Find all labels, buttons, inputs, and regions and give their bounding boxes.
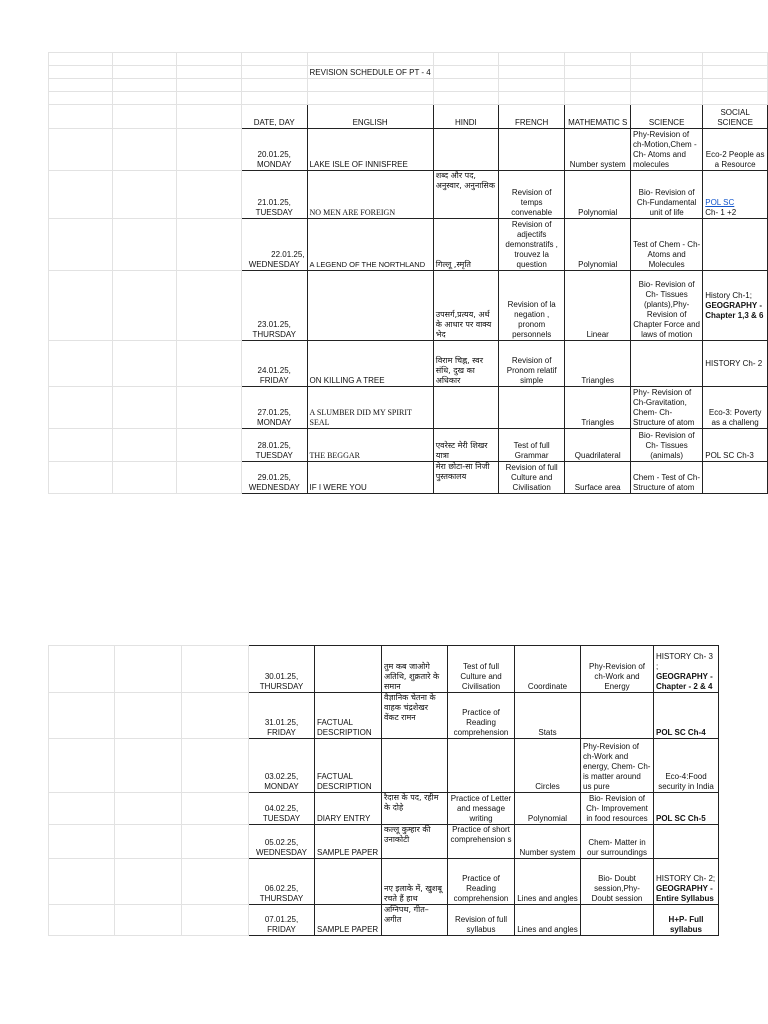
header-french: FRENCH bbox=[498, 105, 564, 129]
hindi-cell: कल्लू कुम्हार की उनाकोटी bbox=[382, 825, 448, 859]
empty-cell bbox=[631, 53, 703, 66]
hindi-cell: रैदास के पद, रहीम के दोहे bbox=[382, 793, 448, 825]
empty-cell bbox=[115, 739, 182, 793]
day-text: THURSDAY bbox=[259, 682, 304, 691]
date-cell bbox=[249, 859, 315, 905]
date-cell bbox=[249, 739, 315, 793]
hindi-cell: शब्द और पद, अनुस्वार, अनुनासिक bbox=[433, 171, 498, 219]
french-cell: Test of full Culture and Civilisation bbox=[448, 646, 515, 693]
hindi-cell: तुम कब जाओगे अतिथि, शुक्रतारे के समान bbox=[382, 646, 448, 693]
social-cell: Eco-4:Food security in India bbox=[654, 739, 719, 793]
social-cell: Eco-2 People as a Resource bbox=[703, 129, 768, 171]
science-cell: Phy-Revision of ch-Work and Energy bbox=[581, 646, 654, 693]
date-text: 22.01.25, bbox=[271, 250, 305, 259]
science-cell: Bio- Revision of Ch-Fundamental unit of life bbox=[631, 171, 703, 219]
date-cell bbox=[241, 462, 307, 494]
empty-cell bbox=[49, 105, 113, 129]
math-cell: Circles bbox=[515, 739, 581, 793]
english-cell: LAKE ISLE OF INNISFREE bbox=[307, 129, 433, 171]
day-text: WEDNESDAY bbox=[248, 260, 300, 269]
social-cell bbox=[654, 646, 719, 693]
empty-cell bbox=[112, 462, 177, 494]
english-cell bbox=[315, 859, 382, 905]
empty-cell bbox=[182, 793, 249, 825]
date-text: 30.01.25, bbox=[264, 672, 299, 681]
empty-cell bbox=[49, 219, 113, 271]
empty-cell bbox=[177, 79, 242, 92]
day-text: FRIDAY bbox=[259, 376, 289, 385]
empty-cell bbox=[49, 905, 115, 936]
empty-cell bbox=[177, 341, 242, 387]
social-cell bbox=[703, 271, 768, 341]
french-cell bbox=[498, 129, 564, 171]
empty-cell bbox=[115, 905, 182, 936]
empty-cell bbox=[433, 92, 498, 105]
empty-cell bbox=[498, 92, 564, 105]
empty-cell bbox=[49, 739, 115, 793]
day-text: TUESDAY bbox=[262, 814, 301, 823]
english-cell: ON KILLING A TREE bbox=[307, 341, 433, 387]
date-text: 06.02.25, bbox=[264, 884, 299, 893]
empty-cell bbox=[49, 793, 115, 825]
date-cell bbox=[241, 219, 307, 271]
empty-cell bbox=[631, 66, 703, 79]
english-cell: NO MEN ARE FOREIGN bbox=[307, 171, 433, 219]
science-cell: Chem- Matter in our surroundings bbox=[581, 825, 654, 859]
math-cell: Number system bbox=[565, 129, 631, 171]
science-cell: Test of Chem - Ch- Atoms and Molecules bbox=[631, 219, 703, 271]
table-row bbox=[49, 129, 768, 171]
table-row bbox=[49, 271, 768, 341]
french-cell bbox=[498, 387, 564, 429]
empty-cell bbox=[241, 53, 307, 66]
date-text: 31.01.25, bbox=[264, 718, 299, 727]
empty-cell bbox=[177, 66, 242, 79]
math-cell: Lines and angles bbox=[515, 859, 581, 905]
empty-cell bbox=[703, 66, 768, 79]
day-text: MONDAY bbox=[256, 418, 292, 427]
empty-cell bbox=[112, 129, 177, 171]
french-cell: Revision of full syllabus bbox=[448, 905, 515, 936]
french-cell: Practice of Reading comprehension bbox=[448, 693, 515, 739]
math-cell: Linear bbox=[565, 271, 631, 341]
date-cell bbox=[241, 341, 307, 387]
date-text: 07.01.25, bbox=[264, 915, 299, 924]
empty-cell bbox=[177, 129, 242, 171]
empty-cell bbox=[49, 462, 113, 494]
date-text: 29.01.25, bbox=[257, 473, 291, 482]
english-cell bbox=[307, 271, 433, 341]
science-cell: Chem - Test of Ch- Structure of atom bbox=[631, 462, 703, 494]
header-math: MATHEMATIC S bbox=[565, 105, 631, 129]
date-text: 03.02.25, bbox=[264, 772, 299, 781]
date-text: 04.02.25, bbox=[264, 804, 299, 813]
french-cell: Practice of Reading comprehension bbox=[448, 859, 515, 905]
french-cell: Revision of adjectifs demonstratifs , trouvez la question bbox=[498, 219, 564, 271]
date-text: 05.02.25, bbox=[264, 838, 299, 847]
date-cell bbox=[241, 387, 307, 429]
header-english: ENGLISH bbox=[307, 105, 433, 129]
math-cell: Quadrilateral bbox=[565, 429, 631, 462]
math-cell: Number system bbox=[515, 825, 581, 859]
science-cell bbox=[581, 693, 654, 739]
header-science: SCIENCE bbox=[631, 105, 703, 129]
empty-cell bbox=[177, 429, 242, 462]
science-cell: Bio- Revision of Ch- Tissues (plants),Phy- Revision of Chapter Force and laws of motion bbox=[631, 271, 703, 341]
social-text: History Ch-1; bbox=[705, 290, 752, 300]
empty-cell bbox=[112, 105, 177, 129]
empty-cell bbox=[115, 693, 182, 739]
social-cell bbox=[703, 219, 768, 271]
empty-cell bbox=[631, 79, 703, 92]
empty-cell bbox=[565, 79, 631, 92]
social-text: HISTORY Ch- 2; bbox=[656, 874, 716, 883]
french-cell: Revision of Pronom relatif simple bbox=[498, 341, 564, 387]
social-cell: POL SC Ch-3 bbox=[703, 429, 768, 462]
empty-cell bbox=[703, 92, 768, 105]
date-cell bbox=[241, 429, 307, 462]
empty-cell bbox=[565, 66, 631, 79]
schedule-table-top bbox=[48, 52, 768, 494]
table-row bbox=[49, 793, 719, 825]
hindi-cell: उपसर्ग,प्रत्यय, अर्थ के आधार पर वाक्य भेद bbox=[433, 271, 498, 341]
empty-cell bbox=[241, 92, 307, 105]
date-cell bbox=[241, 271, 307, 341]
science-cell: Phy-Revision of ch-Motion,Chem -Ch- Atoms and molecules bbox=[631, 129, 703, 171]
empty-cell bbox=[49, 79, 113, 92]
empty-cell bbox=[49, 66, 113, 79]
empty-cell bbox=[112, 79, 177, 92]
hindi-cell: अग्निपथ, गीत–अगीत bbox=[382, 905, 448, 936]
hindi-cell bbox=[382, 739, 448, 793]
empty-cell bbox=[112, 271, 177, 341]
empty-cell bbox=[703, 53, 768, 66]
date-text: 23.01.25, bbox=[257, 320, 291, 329]
empty-cell bbox=[307, 53, 433, 66]
empty-cell bbox=[177, 219, 242, 271]
table-row bbox=[49, 341, 768, 387]
empty-cell bbox=[631, 92, 703, 105]
table-row bbox=[49, 825, 719, 859]
empty-cell bbox=[49, 429, 113, 462]
date-cell bbox=[249, 905, 315, 936]
french-cell bbox=[448, 739, 515, 793]
empty-cell bbox=[177, 105, 242, 129]
day-text: THURSDAY bbox=[252, 330, 296, 339]
empty-cell bbox=[498, 79, 564, 92]
hindi-cell: गिल्लू ,स्मृति bbox=[433, 219, 498, 271]
english-cell: FACTUAL DESCRIPTION bbox=[315, 693, 382, 739]
social-cell: Eco-3: Poverty as a challeng bbox=[703, 387, 768, 429]
empty-cell bbox=[49, 646, 115, 693]
hindi-cell: वैज्ञानिक चेतना के वाहक चंद्रशेखर वेंकट रामन bbox=[382, 693, 448, 739]
table-row bbox=[49, 646, 719, 693]
english-cell bbox=[315, 646, 382, 693]
english-cell: IF I WERE YOU bbox=[307, 462, 433, 494]
science-cell: Bio- Revision of Ch- Improvement in food resources bbox=[581, 793, 654, 825]
date-cell bbox=[249, 825, 315, 859]
day-text: TUESDAY bbox=[255, 208, 293, 217]
empty-cell bbox=[182, 905, 249, 936]
header-date: DATE, DAY bbox=[241, 105, 307, 129]
science-cell bbox=[631, 341, 703, 387]
table-row bbox=[49, 859, 719, 905]
date-cell bbox=[249, 693, 315, 739]
empty-cell bbox=[49, 171, 113, 219]
pol-sc-link[interactable]: POL SC bbox=[705, 198, 735, 207]
math-cell: Triangles bbox=[565, 341, 631, 387]
empty-cell bbox=[112, 171, 177, 219]
table-row bbox=[49, 905, 719, 936]
header-hindi: HINDI bbox=[433, 105, 498, 129]
science-cell: Phy-Revision of ch-Work and energy, Chem- Ch- is matter around us pure bbox=[581, 739, 654, 793]
date-text: 24.01.25, bbox=[257, 366, 291, 375]
empty-cell bbox=[115, 825, 182, 859]
empty-cell bbox=[112, 92, 177, 105]
french-cell: Revision of la negation , pronom personnels bbox=[498, 271, 564, 341]
social-cell bbox=[654, 825, 719, 859]
hindi-cell: मेरा छोटा-सा निजी पुस्तकालय bbox=[433, 462, 498, 494]
header-social: SOCIAL SCIENCE bbox=[703, 105, 768, 129]
empty-cell bbox=[177, 171, 242, 219]
social-cell bbox=[703, 462, 768, 494]
hindi-cell: विराम चिह्न, स्वर संधि, दुख का अधिकार bbox=[433, 341, 498, 387]
empty-cell bbox=[241, 79, 307, 92]
empty-cell bbox=[115, 646, 182, 693]
empty-cell bbox=[112, 341, 177, 387]
social-cell: HISTORY Ch- 2 bbox=[703, 341, 768, 387]
social-cell bbox=[703, 171, 768, 219]
science-cell: Bio- Doubt session,Phy- Doubt session bbox=[581, 859, 654, 905]
math-cell: Coordinate bbox=[515, 646, 581, 693]
date-cell bbox=[249, 646, 315, 693]
date-cell bbox=[241, 171, 307, 219]
empty-cell bbox=[49, 271, 113, 341]
table-row bbox=[49, 387, 768, 429]
empty-cell bbox=[49, 387, 113, 429]
date-text: 21.01.25, bbox=[257, 198, 291, 207]
day-text: MONDAY bbox=[264, 782, 299, 791]
empty-cell bbox=[182, 859, 249, 905]
day-text: THURSDAY bbox=[259, 894, 304, 903]
french-cell: Practice of Letter and message writing bbox=[448, 793, 515, 825]
table-row bbox=[49, 462, 768, 494]
empty-cell bbox=[241, 66, 307, 79]
table-row bbox=[49, 171, 768, 219]
french-cell: Test of full Grammar bbox=[498, 429, 564, 462]
empty-cell bbox=[177, 387, 242, 429]
empty-cell bbox=[49, 92, 113, 105]
social-cell bbox=[654, 859, 719, 905]
empty-cell bbox=[498, 66, 564, 79]
english-cell: A SLUMBER DID MY SPIRIT SEAL bbox=[307, 387, 433, 429]
empty-cell bbox=[49, 341, 113, 387]
english-cell: THE BEGGAR bbox=[307, 429, 433, 462]
empty-cell bbox=[177, 53, 242, 66]
empty-cell bbox=[49, 129, 113, 171]
english-cell: SAMPLE PAPER bbox=[315, 905, 382, 936]
empty-cell bbox=[115, 859, 182, 905]
empty-cell bbox=[49, 825, 115, 859]
french-cell: Practice of short comprehension s bbox=[448, 825, 515, 859]
social-extra-text: GEOGRAPHY - Chapter - 2 & 4 bbox=[656, 672, 713, 691]
table-row bbox=[49, 739, 719, 793]
empty-cell bbox=[112, 429, 177, 462]
empty-cell bbox=[182, 646, 249, 693]
schedule-table-bottom bbox=[48, 645, 719, 936]
empty-cell bbox=[49, 859, 115, 905]
schedule-title: REVISION SCHEDULE OF PT - 4 bbox=[307, 66, 433, 79]
empty-cell bbox=[177, 92, 242, 105]
empty-cell bbox=[177, 462, 242, 494]
science-cell bbox=[581, 905, 654, 936]
empty-cell bbox=[498, 53, 564, 66]
empty-cell bbox=[112, 66, 177, 79]
empty-cell bbox=[49, 53, 113, 66]
social-text: HISTORY Ch- 3 ; bbox=[656, 652, 713, 671]
empty-cell bbox=[177, 271, 242, 341]
empty-cell bbox=[182, 825, 249, 859]
hindi-cell bbox=[433, 387, 498, 429]
table-row bbox=[49, 693, 719, 739]
social-cell: POL SC Ch-5 bbox=[654, 793, 719, 825]
science-cell: Phy- Revision of Ch-Gravitation, Chem- Ch- Structure of atom bbox=[631, 387, 703, 429]
date-cell bbox=[241, 129, 307, 171]
day-text: WEDNESDAY bbox=[248, 483, 300, 492]
empty-cell bbox=[433, 79, 498, 92]
day-text: MONDAY bbox=[256, 160, 292, 169]
social-cell: POL SC Ch-4 bbox=[654, 693, 719, 739]
english-cell: A LEGEND OF THE NORTHLAND bbox=[307, 219, 433, 271]
empty-cell bbox=[307, 92, 433, 105]
english-cell: DIARY ENTRY bbox=[315, 793, 382, 825]
hindi-cell: एवरेस्ट मेरी शिखर यात्रा bbox=[433, 429, 498, 462]
french-cell: Revision of full Culture and Civilisation bbox=[498, 462, 564, 494]
social-extra-text: GEOGRAPHY - Entire Syllabus bbox=[656, 884, 714, 903]
day-text: FRIDAY bbox=[267, 925, 296, 934]
day-text: TUESDAY bbox=[255, 451, 293, 460]
date-text: 20.01.25, bbox=[257, 150, 291, 159]
math-cell: Surface area bbox=[565, 462, 631, 494]
empty-cell bbox=[703, 79, 768, 92]
empty-cell bbox=[433, 66, 498, 79]
day-text: WEDNESDAY bbox=[256, 848, 307, 857]
social-extra-text: GEOGRAPHY - Chapter 1,3 & 6 bbox=[705, 300, 764, 320]
english-cell: FACTUAL DESCRIPTION bbox=[315, 739, 382, 793]
empty-cell bbox=[112, 219, 177, 271]
empty-cell bbox=[182, 693, 249, 739]
day-text: FRIDAY bbox=[267, 728, 296, 737]
empty-cell bbox=[49, 693, 115, 739]
math-cell: Lines and angles bbox=[515, 905, 581, 936]
math-cell: Polynomial bbox=[565, 171, 631, 219]
empty-cell bbox=[115, 793, 182, 825]
empty-cell bbox=[565, 53, 631, 66]
empty-cell bbox=[307, 79, 433, 92]
math-cell: Polynomial bbox=[515, 793, 581, 825]
date-text: 28.01.25, bbox=[257, 441, 291, 450]
table-row bbox=[49, 219, 768, 271]
empty-cell bbox=[433, 53, 498, 66]
science-cell: Bio- Revision of Ch- Tissues (animals) bbox=[631, 429, 703, 462]
social-extra-text: Ch- 1 +2 bbox=[705, 208, 737, 217]
hindi-cell bbox=[433, 129, 498, 171]
math-cell: Stats bbox=[515, 693, 581, 739]
date-cell bbox=[249, 793, 315, 825]
table-row bbox=[49, 429, 768, 462]
empty-cell bbox=[112, 387, 177, 429]
empty-cell bbox=[565, 92, 631, 105]
social-cell: H+P- Full syllabus bbox=[654, 905, 719, 936]
date-text: 27.01.25, bbox=[257, 408, 291, 417]
french-cell: Revision of temps convenable bbox=[498, 171, 564, 219]
math-cell: Triangles bbox=[565, 387, 631, 429]
empty-cell bbox=[182, 739, 249, 793]
english-cell: SAMPLE PAPER bbox=[315, 825, 382, 859]
empty-cell bbox=[112, 53, 177, 66]
math-cell: Polynomial bbox=[565, 219, 631, 271]
hindi-cell: नए इलाके में, खुशबू रचते हैं हाथ bbox=[382, 859, 448, 905]
